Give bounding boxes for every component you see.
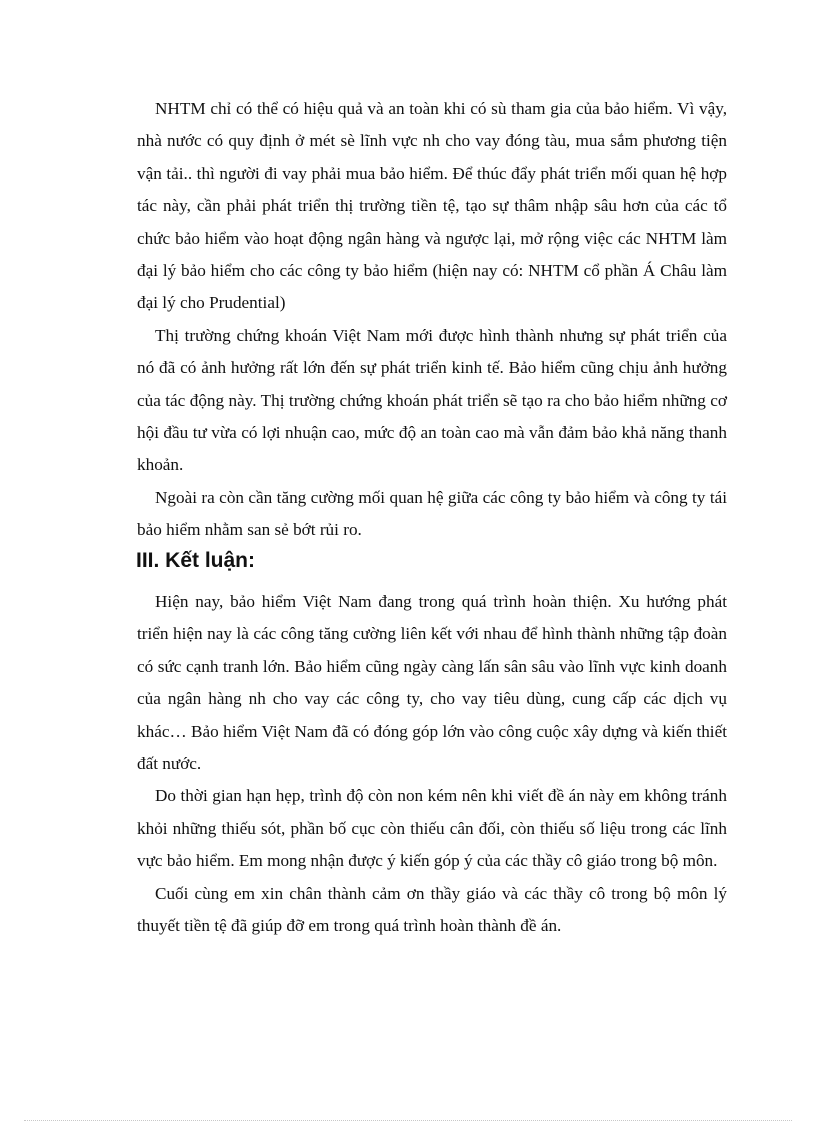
paragraph-limitations: Do thời gian hạn hẹp, trình độ còn non kém nên khi viết đề án này em không tránh khỏi những thiếu sót, phần bố cục còn thiếu cân đối, còn thiếu số liệu trong các lĩnh vực bảo hiểm. Em mong nhận được ý kiến góp ý của các thầy cô giáo trong bộ môn. bbox=[137, 786, 727, 871]
paragraph-banking-insurance: NHTM chỉ có thể có hiệu quả và an toàn khi có sù tham gia của bảo hiểm. Vì vậy, nhà nước có quy định ở mét sè lĩnh vực nh cho vay đóng tàu, mua sắm phương tiện vận tải.. thì người đi vay phải mua bảo hiểm. Để thúc đẩy phát triển mối quan hệ hợp tác này, cần phải phát triển thị trường tiền tệ, tạo sự thâm nhập sâu hơn của các tổ chức bảo hiểm vào hoạt động ngân hàng và ngược lại, mở rộng việc các NHTM làm đại lý bảo hiểm cho các công ty bảo hiểm (hiện nay có: NHTM cổ phần Á Châu làm đại lý cho Prudential) bbox=[137, 99, 727, 313]
paragraph-reinsurance: Ngoài ra còn cần tăng cường mối quan hệ giữa các công ty bảo hiểm và công ty tái bảo hiểm nhằm san sẻ bớt rủi ro. bbox=[137, 487, 727, 540]
paragraph-acknowledgement: Cuối cùng em xin chân thành cảm ơn thầy giáo và các thầy cô trong bộ môn lý thuyết tiền tệ đã giúp đỡ em trong quá trình hoàn thành đề án. bbox=[137, 883, 727, 936]
section-2-body bbox=[137, 586, 727, 942]
paragraph-conclusion-overview: Hiện nay, bảo hiểm Việt Nam đang trong quá trình hoàn thiện. Xu hướng phát triển hiện nay là các công tăng cường liên kết với nhau để hình thành những tập đoàn có sức cạnh tranh lớn. Bảo hiểm cũng ngày càng lấn sân sâu vào lĩnh vực kinh doanh của ngân hàng nh cho vay các công ty, cho vay tiêu dùng, cung cấp các dịch vụ khác… Bảo hiểm Việt Nam đã có đóng góp lớn vào công cuộc xây dựng và kiến thiết đất nước. bbox=[137, 592, 727, 774]
paragraph-stock-market: Thị trường chứng khoán Việt Nam mới được hình thành nhưng sự phát triển của nó đã có ảnh hưởng rất lớn đến sự phát triển kinh tế. Bảo hiểm cũng chịu ảnh hưởng của tác động này. Thị trường chứng khoán phát triển sẽ tạo ra cho bảo hiểm những cơ hội đầu tư vừa có lợi nhuận cao, mức độ an toàn cao mà vẫn đảm bảo khả năng thanh khoản. bbox=[137, 325, 727, 475]
page-bottom-divider bbox=[24, 1120, 792, 1121]
conclusion-heading: III. Kết luận: bbox=[136, 549, 256, 572]
section-1-body bbox=[137, 93, 727, 547]
